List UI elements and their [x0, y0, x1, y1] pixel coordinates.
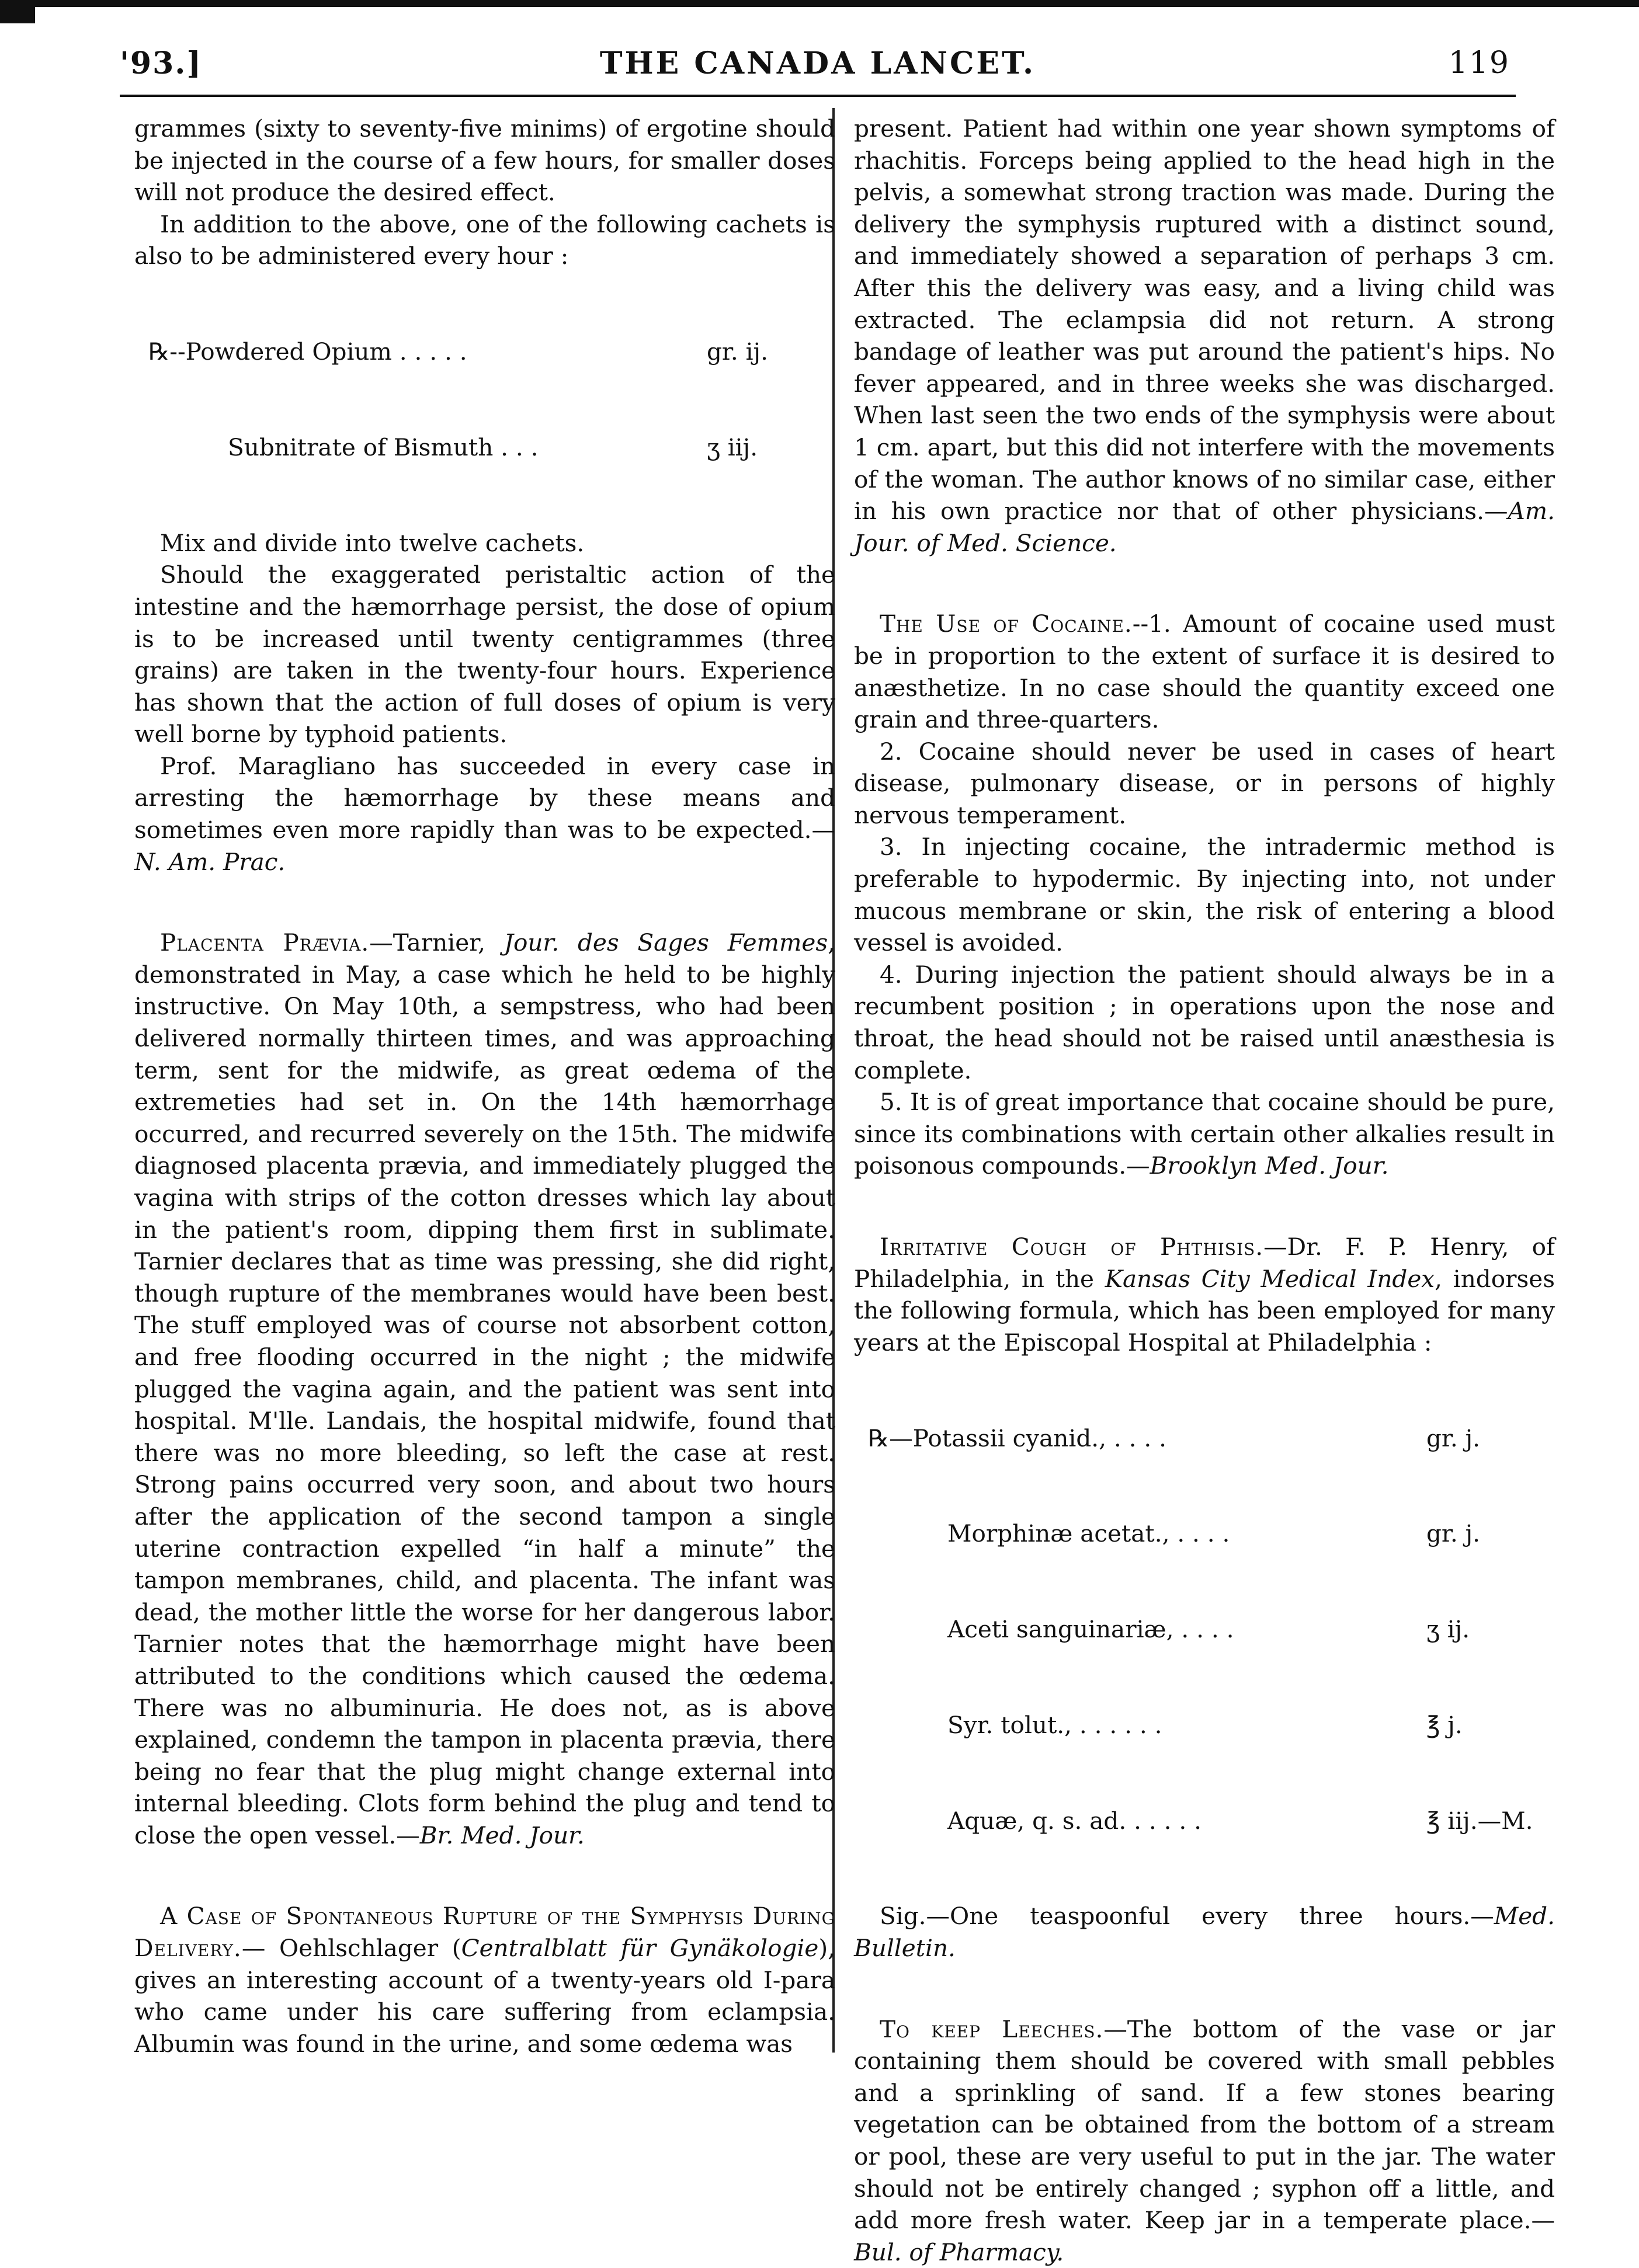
article-text: — Oehlschlager (: [241, 1934, 461, 1963]
running-header: [120, 46, 1516, 92]
prescription-cough: [854, 1358, 1555, 1900]
journal-title: THE CANADA LANCET.: [599, 46, 1036, 81]
prescription-opium: [134, 272, 835, 527]
prescription-line: [134, 432, 835, 464]
ingredient-name: Syr. tolut., . . . . . .: [947, 1710, 1162, 1739]
prescription-line: [854, 1613, 1555, 1646]
article-text: —The bottom of the vase or jar containing them should be covered with small pebbles and a sprinkling of sand. If a few stones bearing vegetation can be obtained from the bottom of a stream or pool, these are very useful to put in the jar. The water should not be entirely changed ; syphon off a little, and add more fresh water. Keep jar in a temperate place.—: [854, 2015, 1555, 2235]
paragraph: Mix and divide into twelve cachets.: [160, 528, 585, 557]
article-text: —Tarnier,: [369, 928, 504, 957]
article-rupture-continued: [854, 113, 1555, 559]
prescription-line: [854, 1422, 1555, 1455]
article-cocaine: [854, 608, 1555, 735]
citation: Br. Med. Jour.: [419, 1821, 585, 1849]
paragraph: 2. Cocaine should never be used in cases of heart disease, pulmonary disease, or in persons of highly nervous temperament.: [854, 737, 1555, 829]
section-gap: [134, 1851, 835, 1900]
prescription-line: [854, 1805, 1555, 1837]
prescription-line: [854, 1709, 1555, 1741]
ingredient-name: ℞—Potassii cyanid., . . . .: [868, 1424, 1166, 1452]
paragraph: In addition to the above, one of the following cachets is also to be administered every hour :: [134, 210, 835, 270]
ingredient-dose: gr. j.: [1426, 1519, 1481, 1548]
section-gap: [134, 878, 835, 927]
article-text: --1. Amount of cocaine used must be in proportion to the extent of surface it is desired to anæsthetize. In no case should the quantity exceed one grain and three-quarters.: [854, 610, 1555, 734]
citation: Brooklyn Med. Jour.: [1150, 1152, 1389, 1180]
paragraph: [854, 1086, 1555, 1182]
ingredient-dose: gr. j.: [1426, 1424, 1481, 1452]
article-heading: The Use of Cocaine.: [880, 610, 1133, 638]
article-text: —Dr. F. P. Henry, of Philadelphia, in the: [854, 1233, 1555, 1293]
ingredient-dose: ʒ ij.: [1426, 1615, 1470, 1644]
ingredient-dose: ℥ iij.—M.: [1426, 1806, 1533, 1835]
top-rule: [0, 0, 1639, 7]
ingredient-dose: gr. ij.: [707, 338, 768, 366]
article-phthisis-cough: [854, 1231, 1555, 1358]
page-number: 119: [1448, 46, 1510, 81]
citation: Med. Bulletin.: [854, 1902, 1555, 1963]
paragraph: 3. In injecting cocaine, the intradermic method is preferable to hypodermic. By injecting into, not under mucous membrane or skin, the risk of entering a blood vessel is avoided.: [854, 833, 1555, 957]
article-heading: To keep Leeches.: [880, 2015, 1104, 2043]
article-text: present. Patient had within one year shown symptoms of rhachitis. Forceps being applied to the head high in the pelvis, a somewhat strong traction was made. During the delivery the symphysis ruptured with a distinct sound, and immediately showed a separation of perhaps 3 cm. After this the delivery was easy, and a living child was extracted. The eclampsia did not return. A strong bandage of leather was put around the patient's hips. No fever appeared, and in three weeks she was discharged. When last seen the two ends of the symphysis were about 1 cm. apart, but this did not interfere with the movements of the woman. The author knows of no similar case, either in his own practice nor that of other physicians.—: [854, 114, 1555, 526]
ingredient-name: Aceti sanguinariæ, . . . .: [947, 1615, 1234, 1644]
ingredient-name: Aquæ, q. s. ad. . . . . .: [947, 1806, 1202, 1835]
article-text: , indorses the following formula, which has been employed for many years at the Episcopal Hospital at Philadelphia :: [854, 1264, 1555, 1356]
article-rupture-symphysis: [134, 1900, 835, 2060]
top-rule-mark: [0, 0, 35, 23]
ingredient-dose: ℥ j.: [1426, 1710, 1463, 1739]
citation: Am. Jour. of Med. Science.: [854, 497, 1555, 557]
article-heading: A Case of Spontaneous Rupture of the Symphysis During Delivery.: [134, 1902, 835, 1963]
paragraph: 4. During injection the patient should always be in a recumbent position ; in operations upon the nose and throat, the head should not be raised until anæsthesia is complete.: [854, 960, 1555, 1084]
prescription-line: [134, 336, 835, 368]
paragraph: [134, 750, 835, 878]
section-gap: [854, 1964, 1555, 2013]
right-column: [854, 113, 1555, 2268]
ingredient-name: Subnitrate of Bismuth . . .: [228, 433, 539, 461]
paragraph-text: 5. It is of great importance that cocaine should be pure, since its combinations with certain other alkalies result in poisonous compounds.—: [854, 1088, 1555, 1180]
source-title: Jour. des Sages Femmes: [503, 928, 828, 957]
source-title: Centralblatt für Gynäkologie: [461, 1934, 819, 1963]
header-year: '93.]: [120, 46, 202, 81]
citation: N. Am. Prac.: [134, 847, 286, 876]
article-leeches: [854, 2013, 1555, 2268]
left-column: [134, 113, 835, 2060]
article-text: , demonstrated in May, a case which he held to be highly instructive. On May 10th, a sempstress, who had been delivered normally thirteen times, and was approaching term, sent for the midwife, as great œdema of the extremeties had set in. On the 14th hæmorrhage occurred, and recurred severely on the 15th. The midwife diagnosed placenta prævia, and immediately plugged the vagina with strips of the cotton dresses which lay about in the patient's room, dipping them first in sublimate. Tarnier declares that as time was pressing, she did right, though rupture of the membranes would have been best. The stuff employed was of course not absorbent cotton, and free flooding occurred in the night ; the midwife plugged the vagina again, and the patient was sent into hospital. M'lle. Landais, the hospital midwife, found that there was no more bleeding, so left the case at rest. Strong pains occurred very soon, and about two hours after the application of the second tampon a single uterine contraction expelled “in half a minute” the tampon membranes, child, and placenta. The infant was dead, the mother little the worse for her dangerous labor. Tarnier notes that the hæmorrhage might have been attributed to the conditions which caused the œdema. There was no albuminuria. He does not, as is above explained, condemn the tampon in placenta prævia, there being no fear that the plug might change external into internal bleeding. Clots form behind the plug and tend to close the open vessel.—: [134, 928, 835, 1849]
ingredient-dose: ʒ iij.: [707, 433, 758, 461]
section-gap: [854, 559, 1555, 608]
citation: Bul. of Pharmacy.: [854, 2238, 1064, 2266]
paragraph-text: Sig.—One teaspoonful every three hours.—: [880, 1902, 1494, 1930]
header-rule: [120, 95, 1516, 97]
paragraph-text: Prof. Maragliano has succeeded in every case in arresting the hæmorrhage by these means and sometimes even more rapidly than was to be expected.—: [134, 752, 835, 844]
source-title: Kansas City Medical Index: [1105, 1264, 1435, 1293]
ingredient-name: Morphinæ acetat., . . . .: [947, 1519, 1230, 1548]
ingredient-name: ℞--Powdered Opium . . . . .: [148, 338, 467, 366]
paragraph: [854, 1900, 1555, 1964]
prescription-line: [854, 1518, 1555, 1550]
section-gap: [854, 1182, 1555, 1231]
article-placenta-praevia: [134, 927, 835, 1851]
article-text: ), gives an interesting account of a twenty-years old I-para who came under his care suffering from eclampsia. Albumin was found in the urine, and some œdema was: [134, 1934, 835, 2058]
article-heading: Placenta Prævia.: [160, 928, 370, 957]
article-heading: Irritative Cough of Phthisis.: [880, 1233, 1264, 1261]
paragraph: grammes (sixty to seventy-five minims) of ergotine should be injected in the course of a few hours, for smaller doses will not produce the desired effect.: [134, 114, 835, 207]
paragraph: Should the exaggerated peristaltic action of the intestine and the hæmorrhage persist, the dose of opium is to be increased until twenty centigrammes (three grains) are taken in the twenty-four hours. Experience has shown that the action of full doses of opium is very well borne by typhoid patients.: [134, 561, 835, 749]
